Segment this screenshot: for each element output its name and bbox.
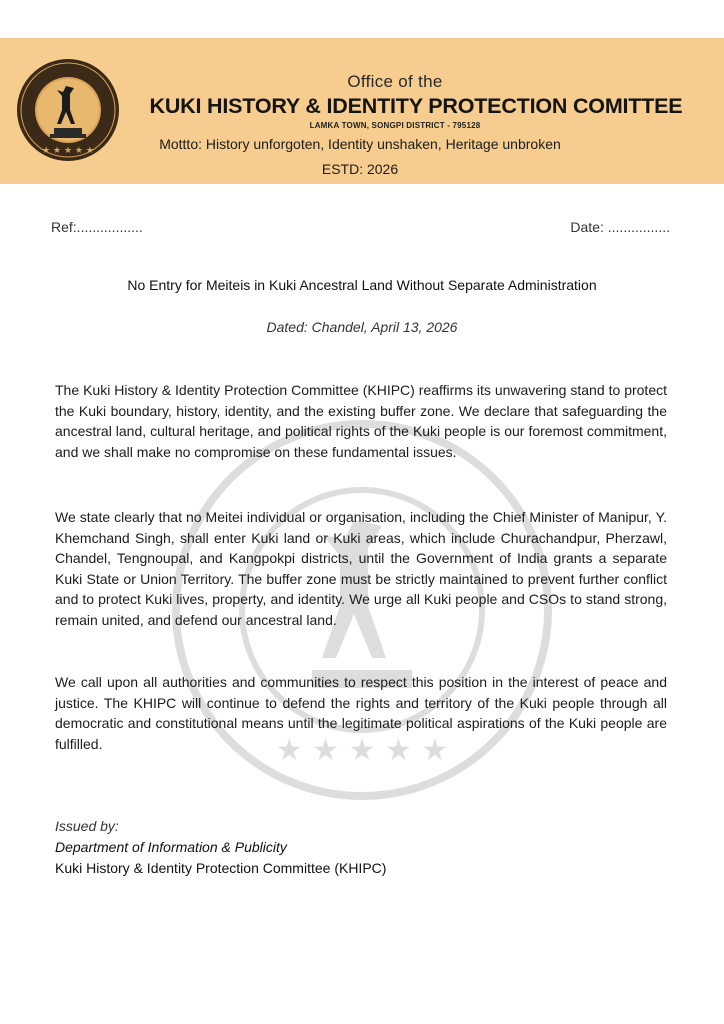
paragraph-1: The Kuki History & Identity Protection Committee (KHIPC) reaffirms its unwavering stand to protect the Kuki boundary, history, identity, and the existing buffer zone. We declare that safeguarding the ancestral land, cultural heritage, and political rights of the Kuki people is our foremost commitment, and we shall make no compromise on these fundamental issues. [55,382,667,460]
document-title: No Entry for Meiteis in Kuki Ancestral Land Without Separate Administration [127,277,597,293]
issued-by-label: Issued by: [55,818,119,834]
paragraph-2: We state clearly that no Meitei individual or organisation, including the Chief Minister of Manipur, Y. Khemchand Singh, shall enter Kuki land or Kuki areas, which include Churachandpur, Pherzawl, Chandel, Tengnoupal, and Kangpokpi districts, until the Government of India grants a separate Kuki State or Union Territory. The buffer zone must be strictly maintained to prevent further conflict and to protect Kuki lives, property, and identity. We urge all Kuki people and CSOs to stand strong, remain united, and defend our ancestral land. [55,509,667,628]
svg-text:★ ★ ★ ★ ★: ★ ★ ★ ★ ★ [42,146,94,156]
issuing-department: Department of Information & Publicity [55,839,287,855]
organization-name: KUKI HISTORY & IDENTITY PROTECTION COMITTEE [149,94,683,118]
reference-field: Ref:................. [51,219,143,235]
paragraph-3: We call upon all authorities and communities to respect this position in the interest of peace and justice. The KHIPC will continue to defend the rights and territory of the Kuki people through all democratic and constitutional means until the legitimate political aspirations of the Kuki people are fulfilled. [55,674,667,752]
office-line: Office of the [347,72,443,91]
established-year: ESTD: 2026 [321,161,399,177]
organization-motto: Mottto: History unforgoten, Identity unshaken, Heritage unbroken [159,136,561,152]
dated-line: Dated: Chandel, April 13, 2026 [266,319,458,335]
organization-address: LAMKA TOWN, SONGPI DISTRICT - 795128 [309,121,481,130]
svg-text:★ ★ ★ ★ ★: ★ ★ ★ ★ ★ [275,733,449,768]
letterhead-band [0,38,724,184]
issuing-committee: Kuki History & Identity Protection Committee (KHIPC) [55,860,387,876]
committee-seal-icon [16,58,120,162]
top-margin [0,0,724,38]
date-field: Date: ................ [570,219,670,235]
